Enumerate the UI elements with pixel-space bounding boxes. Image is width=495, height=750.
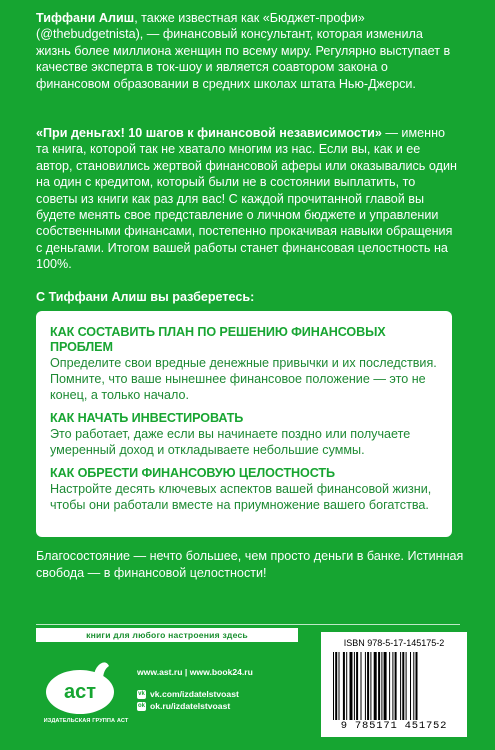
book-description	[36, 125, 460, 273]
barcode-bar	[381, 652, 382, 720]
vk-text: vk.com/izdatelstvoast	[150, 689, 239, 699]
barcode-panel	[321, 632, 467, 737]
barcode-bar	[365, 652, 366, 720]
barcode-bar	[378, 652, 380, 720]
barcode	[333, 652, 455, 720]
section-heading: КАК СОСТАВИТЬ ПЛАН ПО РЕШЕНИЮ ФИНАНСОВЫХ ПРОБЛЕМ	[50, 325, 386, 354]
ok-text: ok.ru/izdatelstvoast	[150, 701, 231, 711]
websites-link[interactable]	[137, 666, 317, 678]
logo-text: аст	[63, 681, 97, 703]
ok-icon: ok	[137, 702, 145, 709]
barcode-bar	[356, 652, 358, 720]
barcode-bar	[384, 652, 387, 720]
barcode-bar	[389, 652, 390, 720]
barcode-bar	[402, 652, 404, 720]
barcode-bar	[392, 652, 393, 720]
author-name: Тиффани Алиш	[36, 11, 135, 25]
barcode-bar	[416, 652, 418, 720]
barcode-bar	[333, 652, 334, 720]
barcode-bar	[370, 652, 371, 720]
learn-heading: С Тиффани Алиш вы разберетесь:	[36, 290, 255, 304]
section-body: Это работает, даже если вы начинаете поздно или получаете умеренный доход и откладываете небольшие суммы.	[50, 427, 411, 457]
section-heading: КАК ОБРЕСТИ ФИНАНСОВУЮ ЦЕЛОСТНОСТЬ	[50, 466, 335, 480]
author-intro-text: , также известная как «Бюджет-профи» (@thebudgetnista), — финансовый консультант, которая изменила жизнь более миллиона женщин по всему миру. Регулярно выступает в качестве эксперта в ток-шоу и является соавтором закона о финансовом образовании в средних школах штата Нью-Джерси.	[36, 11, 451, 91]
slogan: книги для любого настроения здесь	[36, 628, 298, 642]
barcode-bar	[400, 652, 401, 720]
barcode-bar	[374, 652, 377, 720]
barcode-bar	[346, 652, 347, 720]
topics-list	[50, 325, 446, 521]
closing-text: Благосостояние — нечто большее, чем просто деньги в банке. Истинная свобода — в финансовой целостности!	[36, 549, 464, 580]
barcode-bar	[339, 652, 340, 720]
barcode-bar	[354, 652, 355, 720]
vk-icon: vk	[138, 690, 145, 697]
ok-link[interactable]	[137, 700, 317, 712]
isbn: ISBN 978-5-17-145175-2	[343, 638, 445, 648]
section-heading: КАК НАЧАТЬ ИНВЕСТИРОВАТЬ	[50, 411, 244, 425]
topics-box	[36, 311, 452, 537]
publisher-links	[137, 666, 317, 712]
section-body: Настройте десять ключевых аспектов вашей финансовой жизни, чтобы они работали вместе на приумножение вашего богатства.	[50, 482, 432, 512]
barcode-bar	[410, 652, 411, 720]
ast-logo	[42, 652, 118, 718]
barcode-bar	[367, 652, 369, 720]
websites-text: www.ast.ru | www.book24.ru	[137, 667, 253, 677]
barcode-bar	[343, 652, 345, 720]
barcode-bar	[361, 652, 362, 720]
barcode-bar	[406, 652, 407, 720]
barcode-bar	[350, 652, 353, 720]
barcode-bar	[335, 652, 337, 720]
barcode-number: 9 785171 451752	[340, 720, 448, 732]
barcode-bar	[413, 652, 414, 720]
publisher-name: ИЗДАТЕЛЬСКАЯ ГРУППА АСТ	[43, 718, 129, 724]
author-intro	[36, 10, 460, 92]
vk-link[interactable]	[137, 688, 317, 700]
book-title: «При деньгах! 10 шагов к финансовой независимости»	[36, 126, 382, 140]
book-description-text: — именно та книга, которой так не хватало многим из нас. Если вы, как и ее автор, становились жертвой финансовой аферы или оказывались один на один с кредитом, который были не в состоянии выплатить, то советы из книги как раз для вас! С каждой прочитанной главой вы будете менять свое представление о личном бюджете и управлении собственными финансами, постепенно прокачивая навыки обращения с деньгами. Итогом вашей работы станет финансовая целостность на 100%.	[36, 126, 457, 272]
barcode-bar	[395, 652, 397, 720]
footer-divider	[36, 624, 460, 625]
section-body: Определите свои вредные денежные привычки и их последствия. Помните, что ваше нынешнее финансовое положение — это не конец, а только начало.	[50, 356, 437, 402]
